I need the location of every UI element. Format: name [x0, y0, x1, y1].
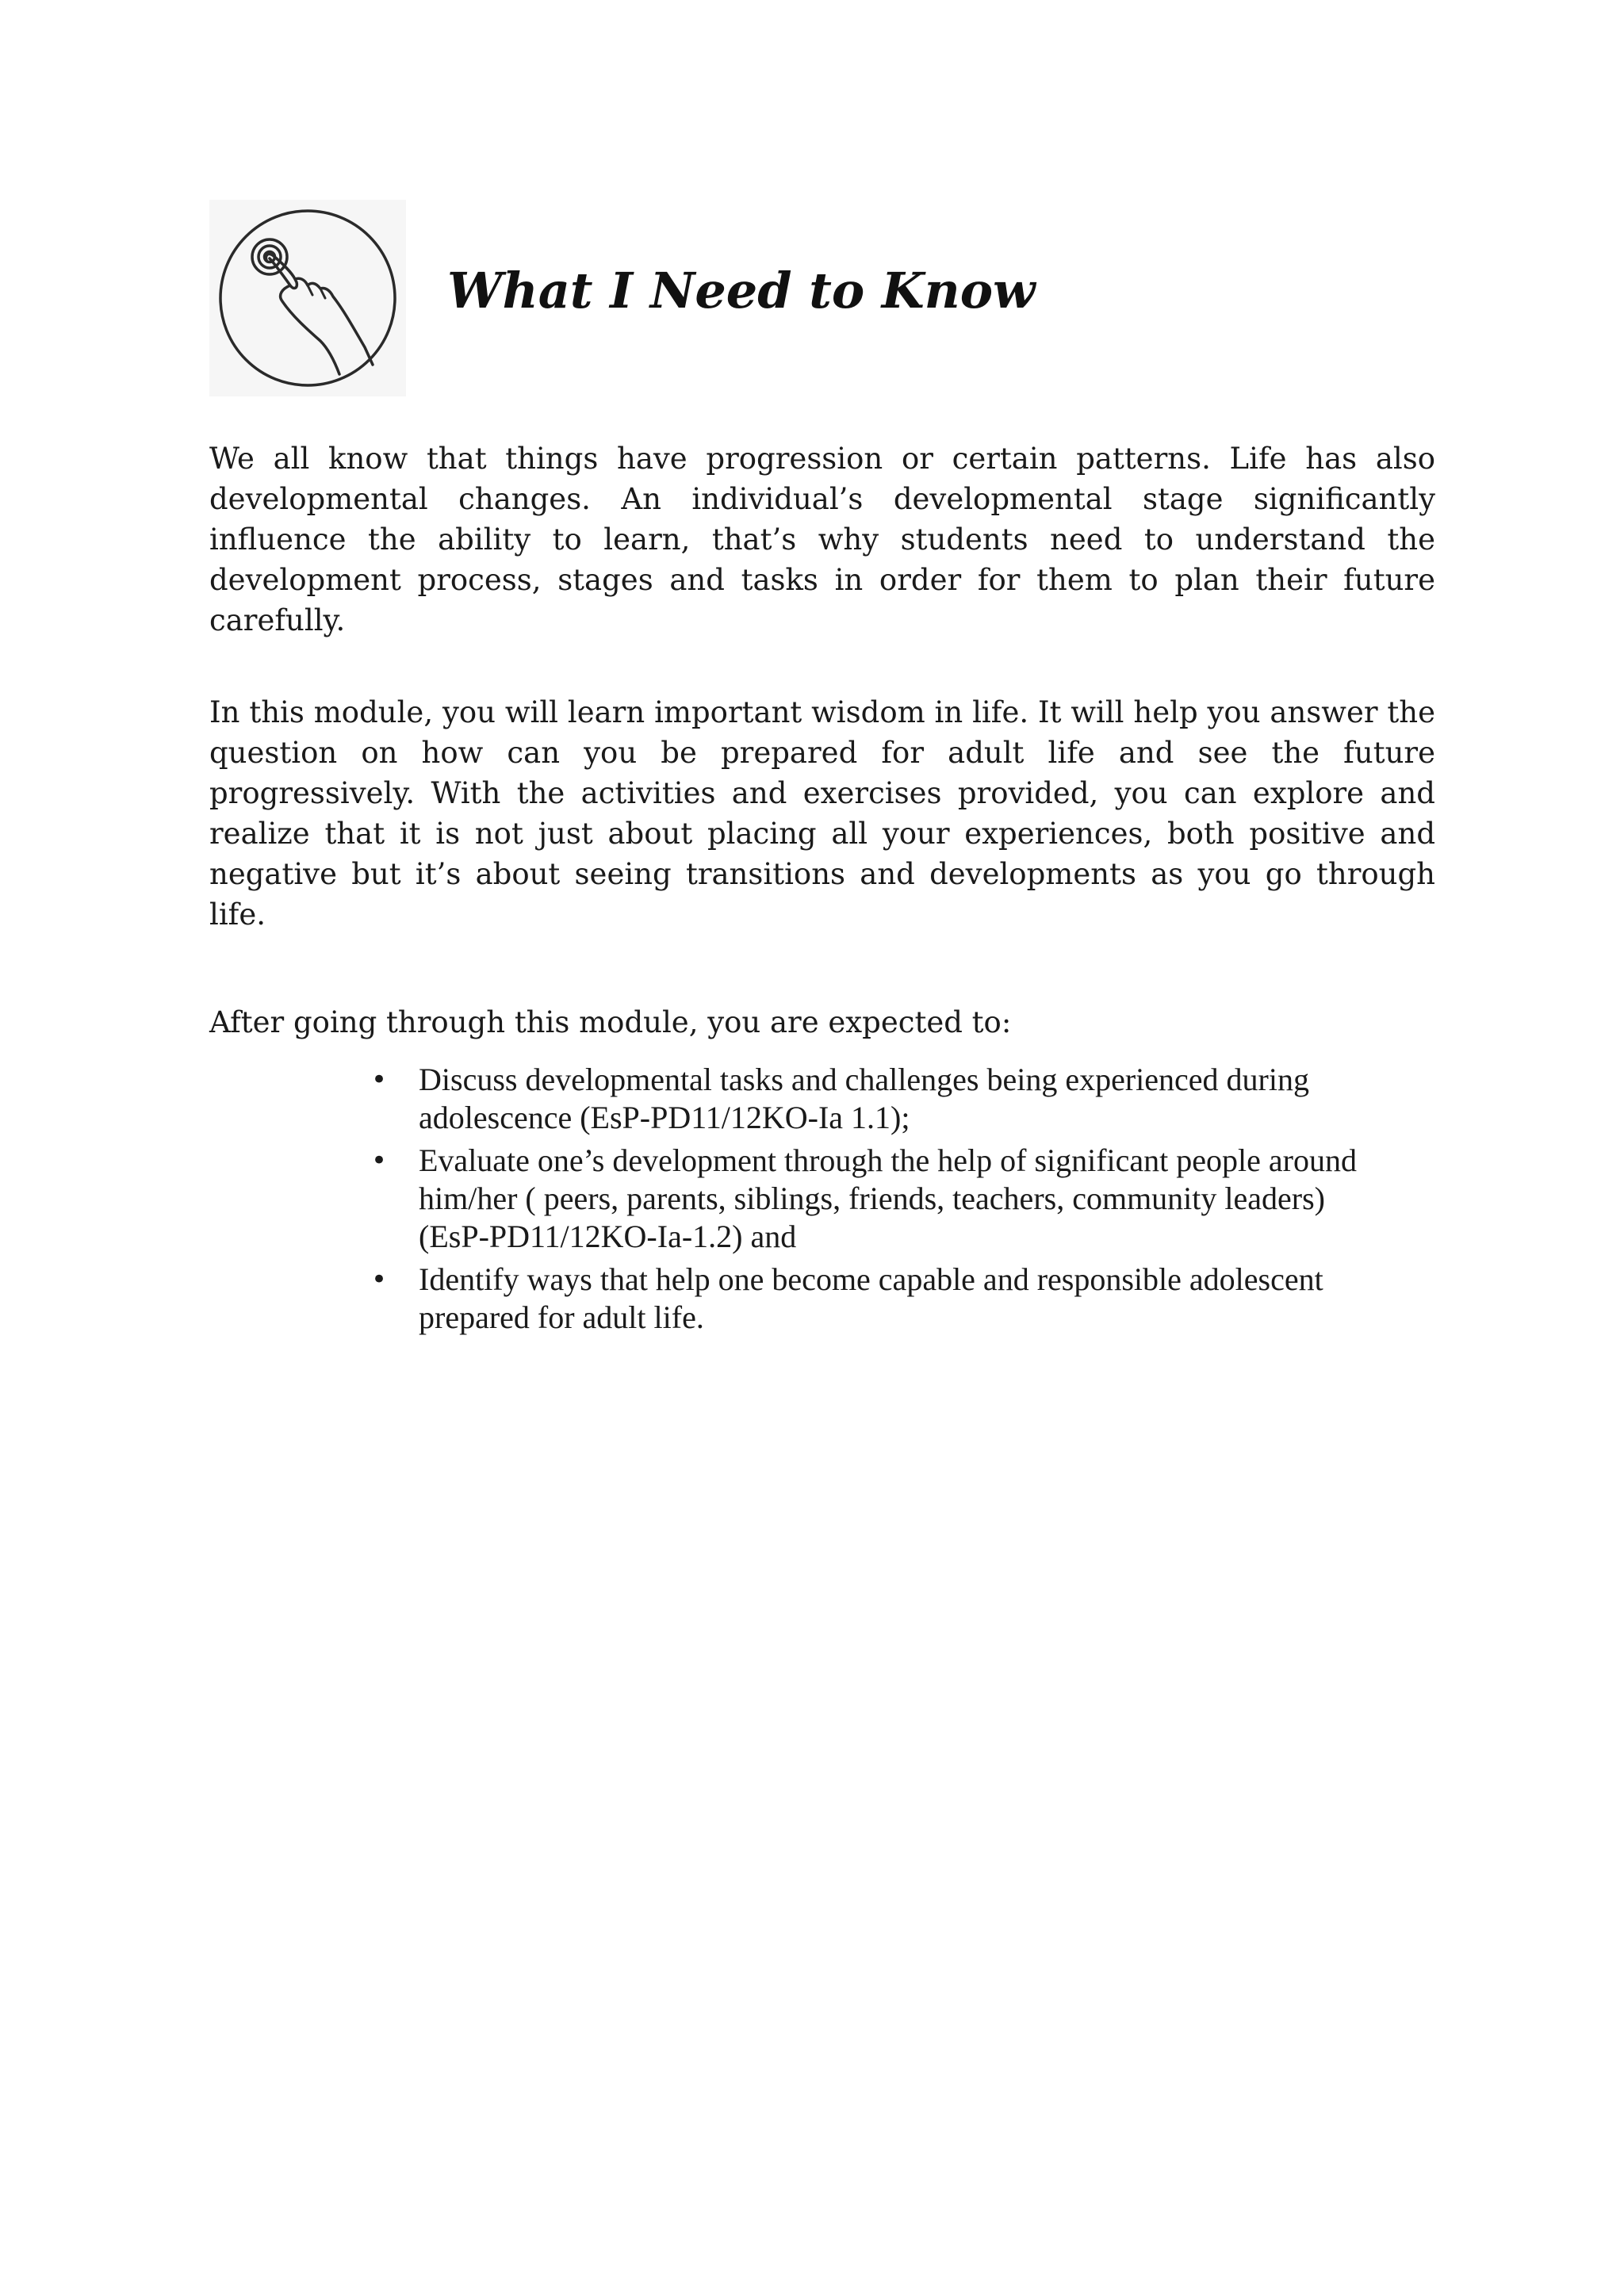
objectives-list: [365, 1061, 1396, 1340]
list-item: [365, 1061, 1396, 1137]
objective-text: Discuss developmental tasks and challenges being experienced during adolescence (EsP-PD11/12KO-Ia 1.1);: [419, 1062, 1309, 1135]
objective-text: Evaluate one’s development through the help of significant people around him/her ( peers, parents, siblings, friends, teachers, community leaders) (EsP-PD11/12KO-Ia-1.2) and: [419, 1142, 1357, 1254]
section-title: What I Need to Know: [447, 262, 1036, 320]
objective-text: Identify ways that help one become capable and responsible adolescent prepared for adult life.: [419, 1261, 1323, 1335]
hand-pointer-icon: [209, 200, 406, 396]
bullet-icon: •: [371, 1064, 388, 1096]
objectives-intro: After going through this module, you are expected to:: [209, 1005, 1012, 1039]
bullet-icon: •: [371, 1145, 388, 1177]
section-header: [209, 200, 1446, 396]
intro-paragraph: We all know that things have progression or certain patterns. Life has also developmental changes. An individual’s developmental stage significantly influence the ability to learn, that’s why students need to understand the development process, stages and tasks in order for them to plan their future carefully.: [209, 442, 1435, 637]
bullet-icon: •: [371, 1264, 388, 1295]
list-item: [365, 1261, 1396, 1337]
list-item: [365, 1142, 1396, 1256]
module-paragraph: In this module, you will learn important wisdom in life. It will help you answer the question on how can you be prepared for adult life and see the future progressively. With the activities and exercises provided, you can explore and realize that it is not just about placing all your experiences, both positive and negative but it’s about seeing transitions and developments as you go through life.: [209, 695, 1435, 932]
